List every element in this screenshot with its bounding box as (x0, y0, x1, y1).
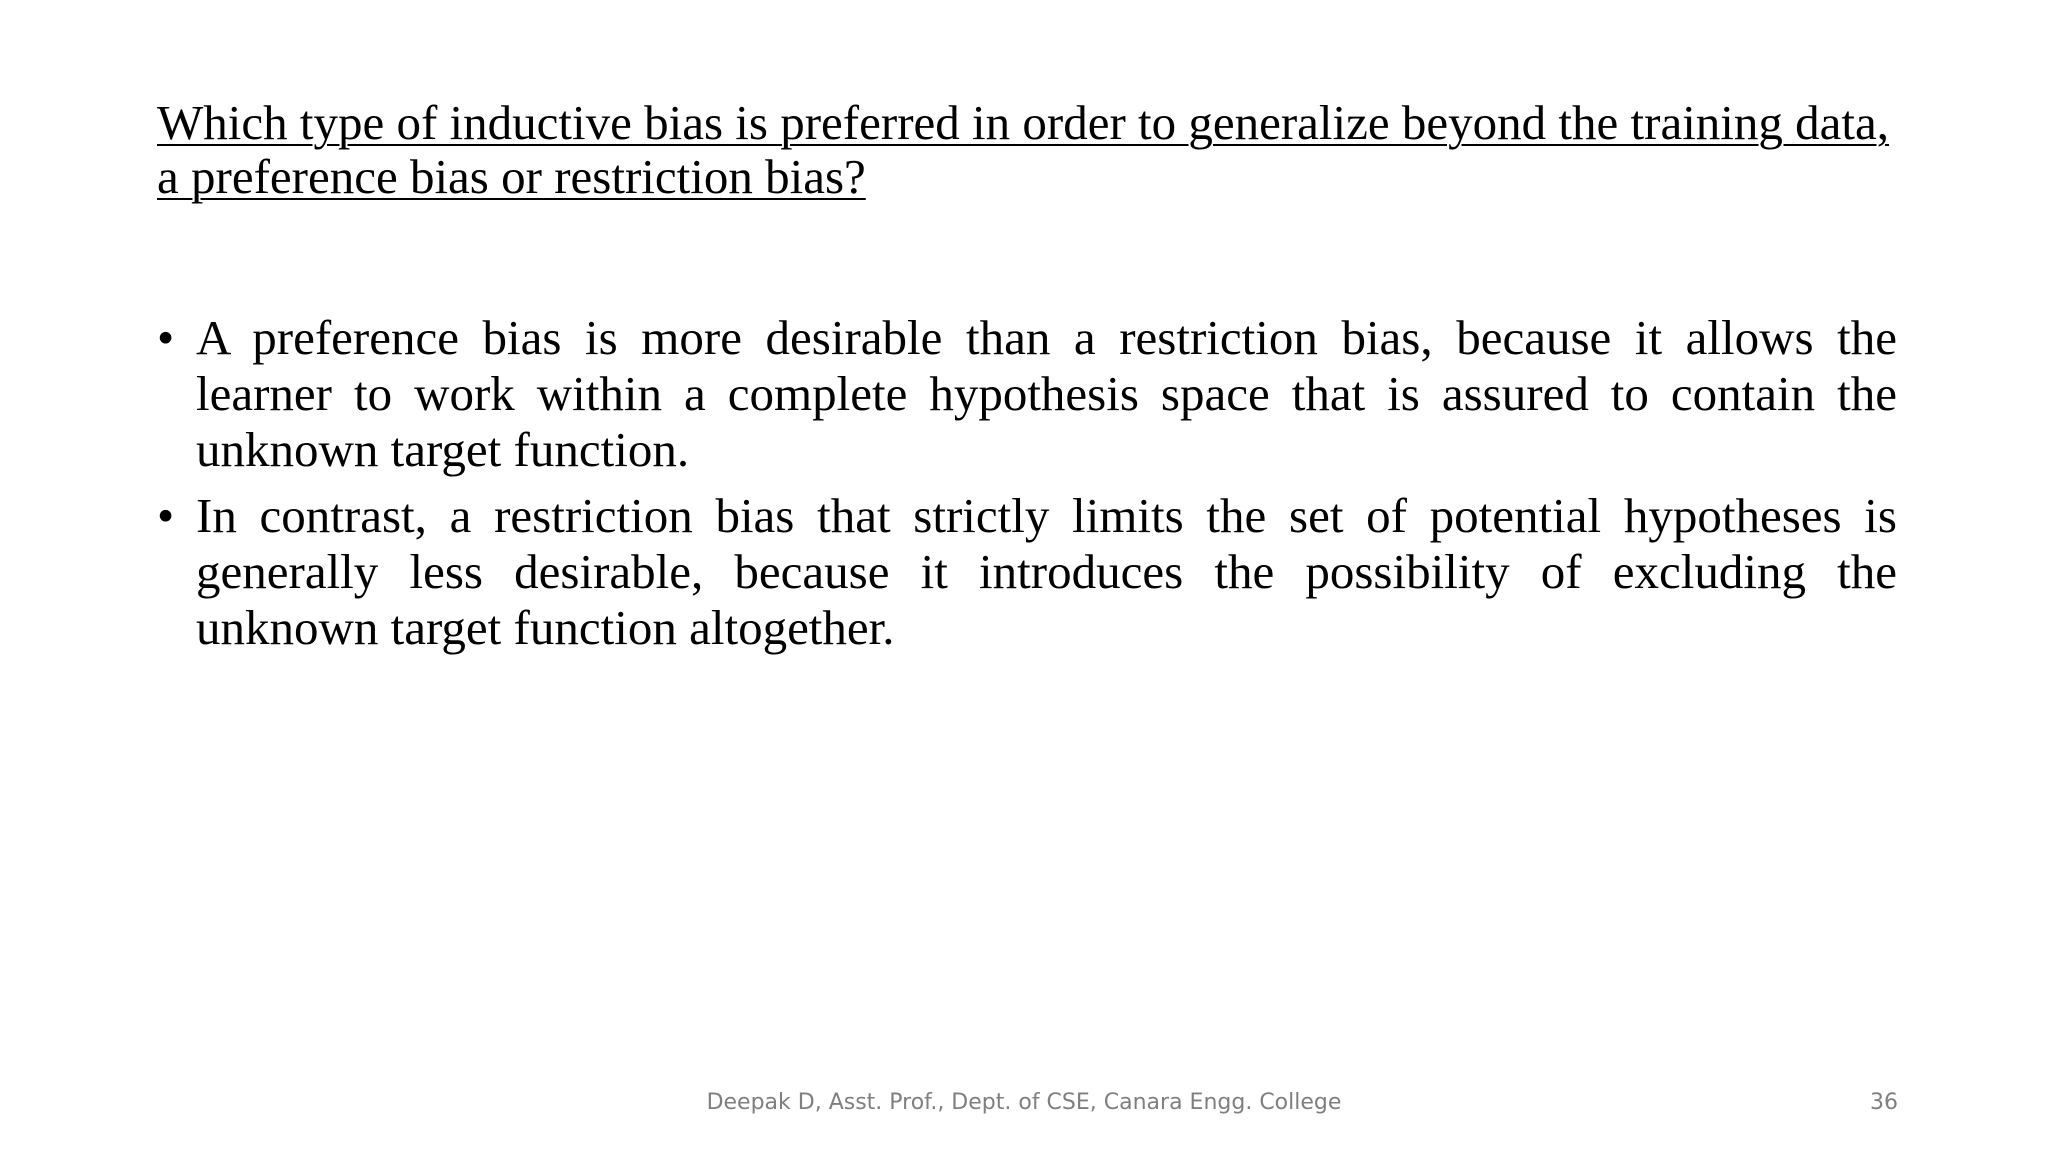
bullet-list (157, 310, 1897, 666)
slide-title: Which type of inductive bias is preferred in order to generalize beyond the training data, a preference bias or restriction bias? (157, 95, 1890, 204)
bullet-icon: • (157, 310, 175, 365)
bullet-item (157, 488, 1897, 656)
bullet-item (157, 310, 1897, 478)
slide-footer: Deepak D, Asst. Prof., Dept. of CSE, Canara Engg. College (706, 1090, 1342, 1115)
bullet-text: In contrast, a restriction bias that strictly limits the set of potential hypotheses is generally less desirable, because it introduces the possibility of excluding the unknown target function altogether. (196, 488, 1897, 655)
bullet-icon: • (157, 488, 175, 543)
bullet-text: A preference bias is more desirable than a restriction bias, because it allows the learner to work within a complete hypothesis space that is assured to contain the unknown target function. (196, 310, 1897, 477)
slide-number: 36 (1870, 1090, 1898, 1115)
